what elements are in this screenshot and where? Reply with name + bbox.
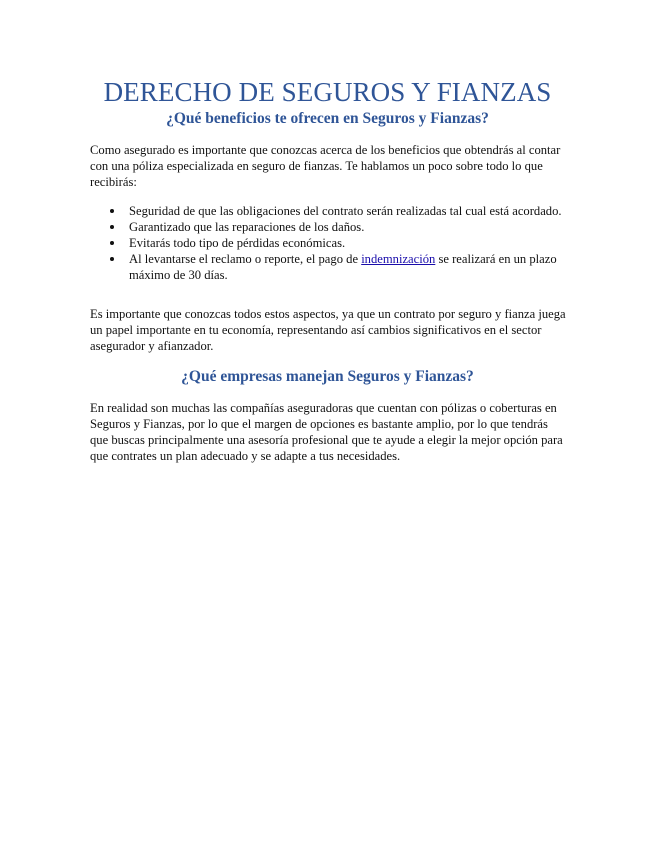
list-item-text-before: Al levantarse el reclamo o reporte, el pago de (129, 252, 362, 266)
bullet-icon (110, 241, 114, 245)
final-paragraph: En realidad son muchas las compañías aseguradoras que cuentan con pólizas o coberturas en Seguros y Fianzas, por lo que el margen de opciones es bastante amplio, por lo que tendrás que buscas principalmente una asesoría profesional que te ayude a elegir la mejor opción para que contrates un plan adecuado y se adapte a tus necesidades. (90, 401, 563, 463)
page-title: DERECHO DE SEGUROS Y FIANZAS (103, 77, 552, 107)
benefits-list (90, 203, 568, 283)
middle-paragraph: Es importante que conozcas todos estos aspectos, ya que un contrato por seguro y fianza juega un papel importante en tu economía, representando así cambios significativos en el sector asegurador y afianzador. (90, 307, 566, 353)
list-item-text: Garantizado que las reparaciones de los daños. (129, 220, 365, 234)
list-item (90, 251, 568, 283)
list-item-text: Evitarás todo tipo de pérdidas económicas. (129, 236, 346, 250)
list-item (90, 219, 568, 235)
bullet-icon (110, 257, 114, 261)
list-item (90, 235, 568, 251)
list-item-text: Seguridad de que las obligaciones del contrato serán realizadas tal cual está acordado. (129, 204, 562, 218)
intro-paragraph: Como asegurado es importante que conozcas acerca de los beneficios que obtendrás al contar con una póliza especializada en seguro de fianzas. Te hablamos un poco sobre todo lo que recibirás: (90, 143, 561, 189)
bullet-icon (110, 225, 114, 229)
section-heading: ¿Qué empresas manejan Seguros y Fianzas? (181, 368, 474, 385)
list-item (90, 203, 568, 219)
page-subtitle: ¿Qué beneficios te ofrecen en Seguros y Fianzas? (166, 110, 489, 127)
indemnizacion-link[interactable]: indemnización (361, 252, 436, 266)
list-item-text-after: se realizará en un plazo máximo de 30 días. (129, 252, 557, 282)
bullet-icon (110, 209, 114, 213)
